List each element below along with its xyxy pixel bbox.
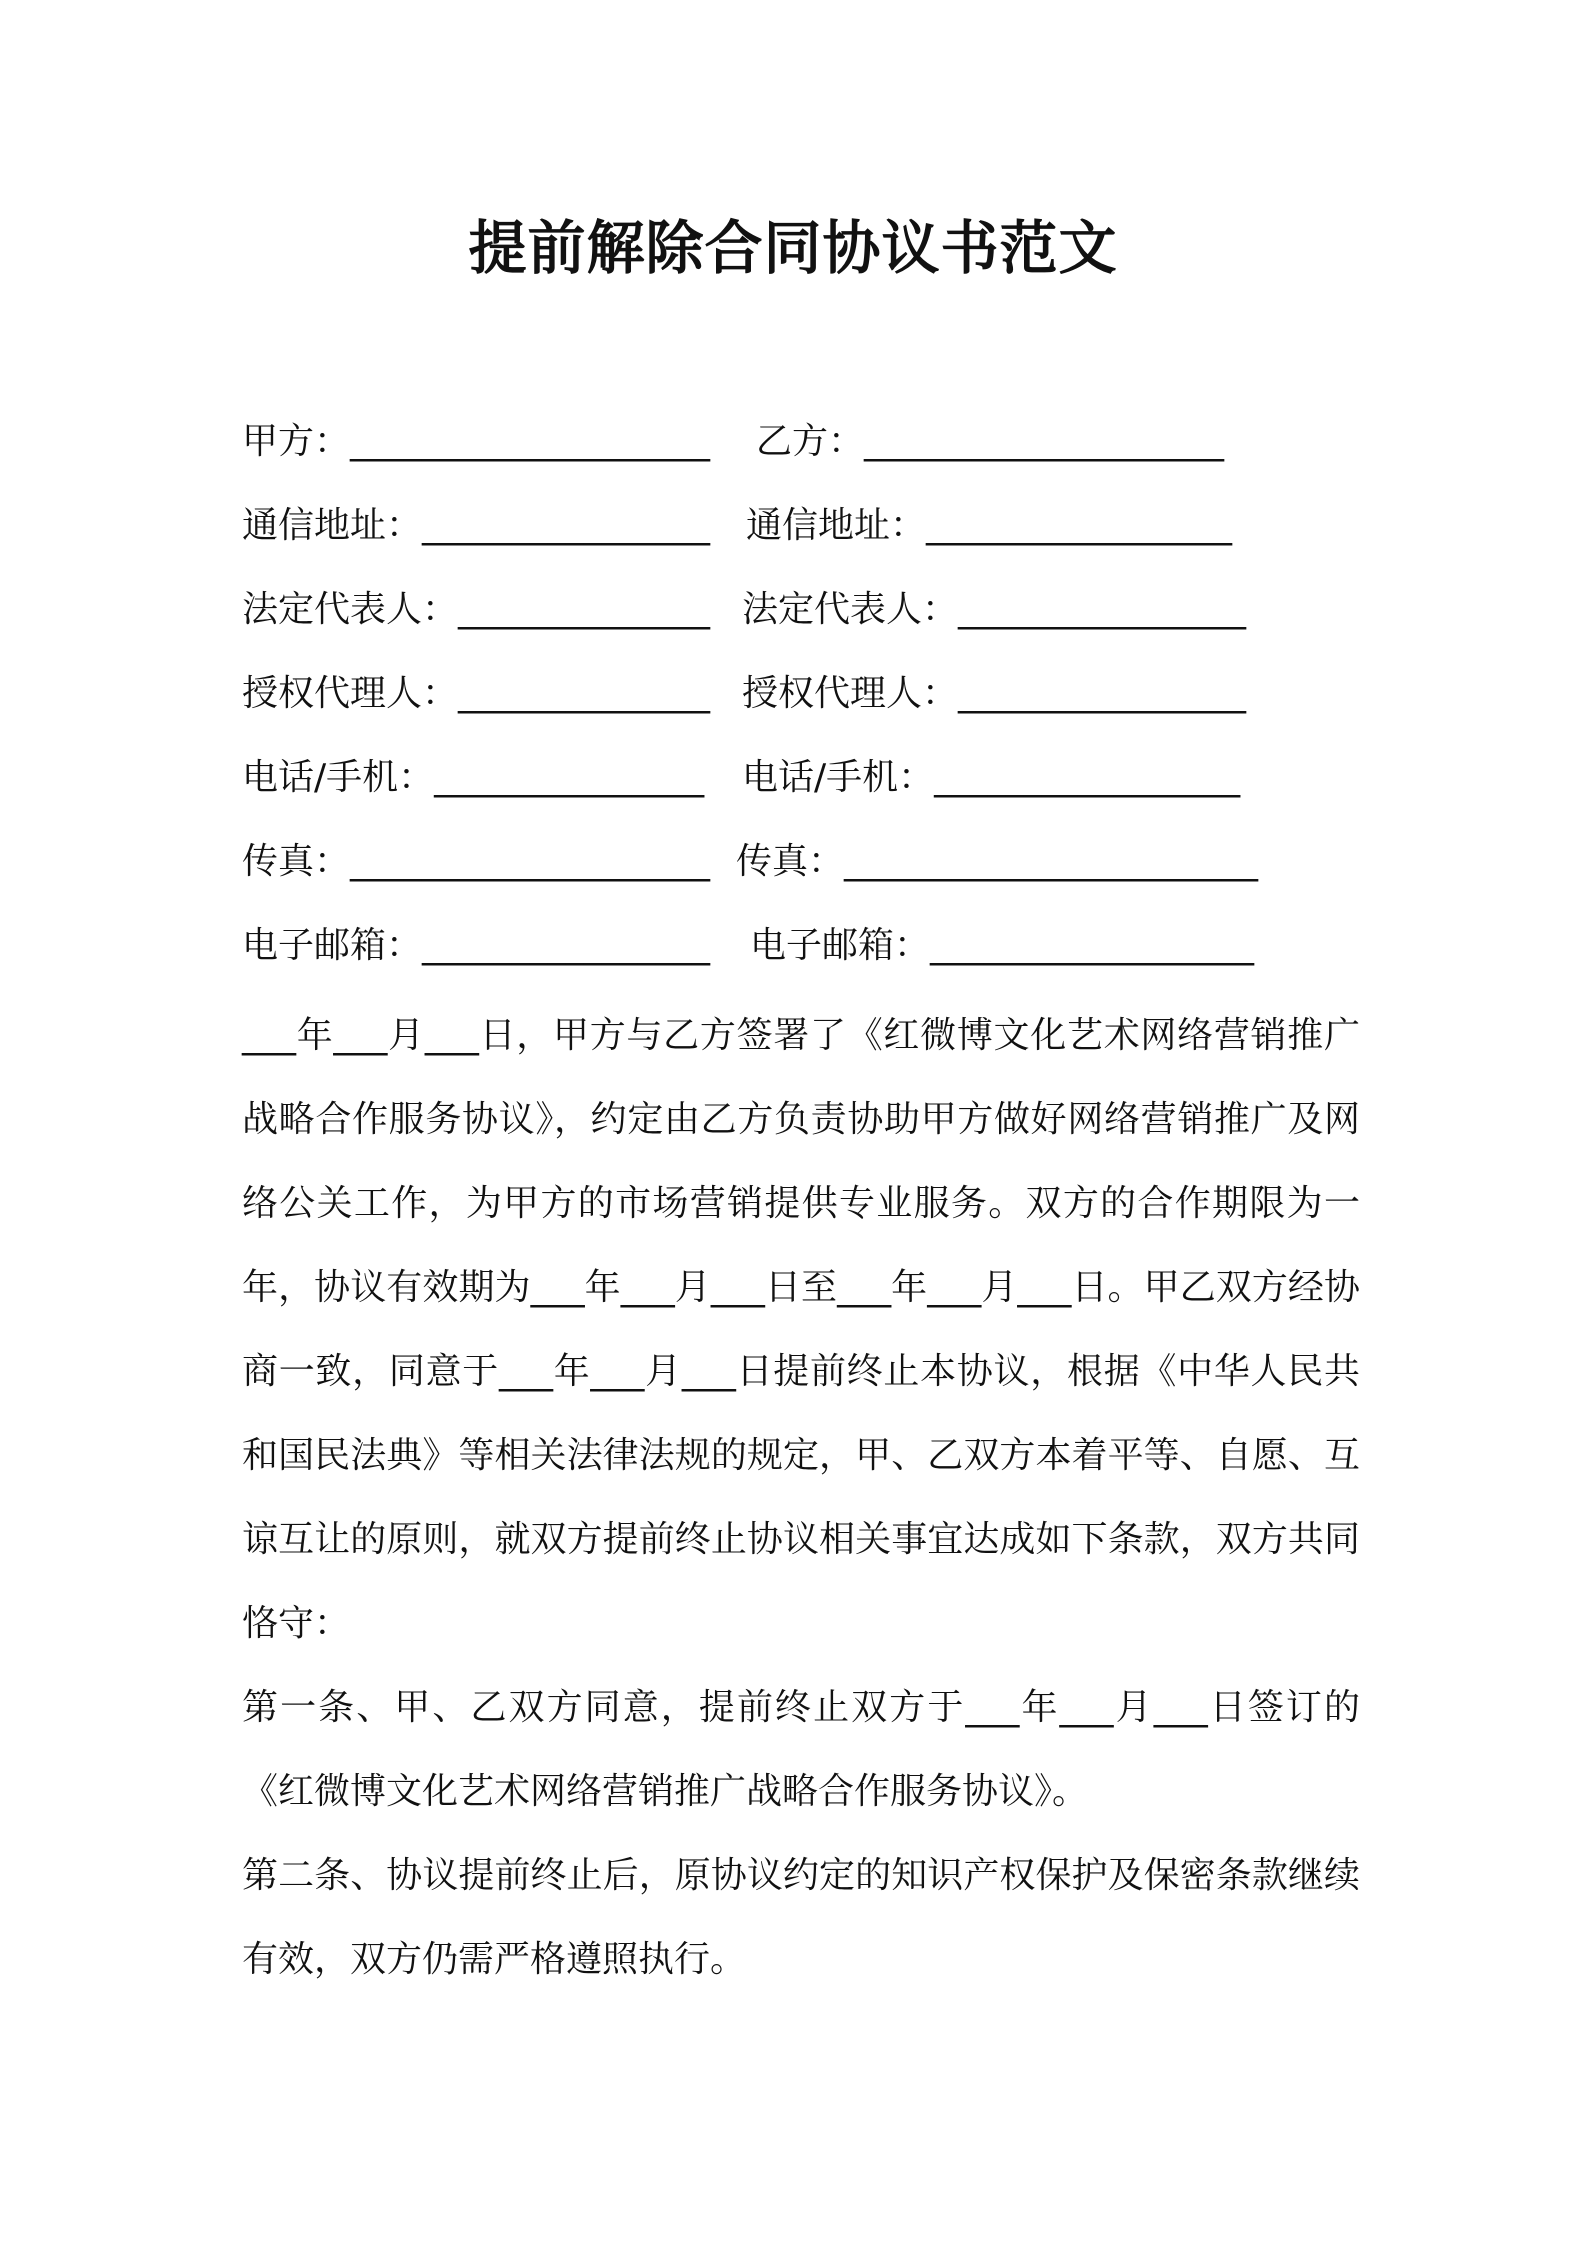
party-b-fax-field: 传真：_______________________	[736, 841, 1259, 882]
agreement-body	[242, 994, 1360, 2002]
party-a-name-field: 甲方：____________________	[242, 421, 711, 462]
party-b-email-field: 电子邮箱：__________________	[750, 925, 1255, 966]
party-a-address-field: 通信地址：________________	[242, 505, 711, 546]
party-row-fax	[242, 830, 1382, 914]
party-a-phone-field: 电话/手机：_______________	[242, 757, 705, 798]
party-a-agent-field: 授权代理人：______________	[242, 673, 711, 714]
party-row-agent	[242, 662, 1382, 746]
party-b-name-field: 乙方：____________________	[756, 421, 1225, 462]
party-row-legal-rep	[242, 578, 1382, 662]
party-b-legal-rep-field: 法定代表人：________________	[742, 589, 1247, 630]
article-1-paragraph: 第一条、甲、乙双方同意，提前终止双方于___年___月___日签订的《红微博文化艺术网络营销推广战略合作服务协议》。	[242, 1687, 1360, 1812]
party-row-party	[242, 410, 1382, 494]
party-b-phone-field: 电话/手机：_________________	[742, 757, 1241, 798]
party-a-legal-rep-field: 法定代表人：______________	[242, 589, 711, 630]
party-b-agent-field: 授权代理人：________________	[742, 673, 1247, 714]
party-row-address	[242, 494, 1382, 578]
party-a-email-field: 电子邮箱：________________	[242, 925, 711, 966]
party-info-block	[242, 410, 1382, 998]
party-a-fax-field: 传真：____________________	[242, 841, 711, 882]
article-2-paragraph: 第二条、协议提前终止后，原协议约定的知识产权保护及保密条款继续有效，双方仍需严格遵照执行。	[242, 1855, 1360, 1980]
preamble-paragraph: ___年___月___日，甲方与乙方签署了《红微博文化艺术网络营销推广战略合作服务协议》，约定由乙方负责协助甲方做好网络营销推广及网络公关工作，为甲方的市场营销提供专业服务。双方的合作期限为一年，协议有效期为___年___月___日至___年___月___日。甲乙双方经协商一致，同意于___年___月___日提前终止本协议，根据《中华人民共和国民法典》等相关法律法规的规定，甲、乙双方本着平等、自愿、互谅互让的原则，就双方提前终止协议相关事宜达成如下条款，双方共同恪守：	[242, 1015, 1360, 1644]
party-b-address-field: 通信地址：_________________	[746, 505, 1233, 546]
party-row-email	[242, 914, 1382, 998]
party-row-phone	[242, 746, 1382, 830]
document-title: 提前解除合同协议书范文	[468, 214, 1118, 282]
